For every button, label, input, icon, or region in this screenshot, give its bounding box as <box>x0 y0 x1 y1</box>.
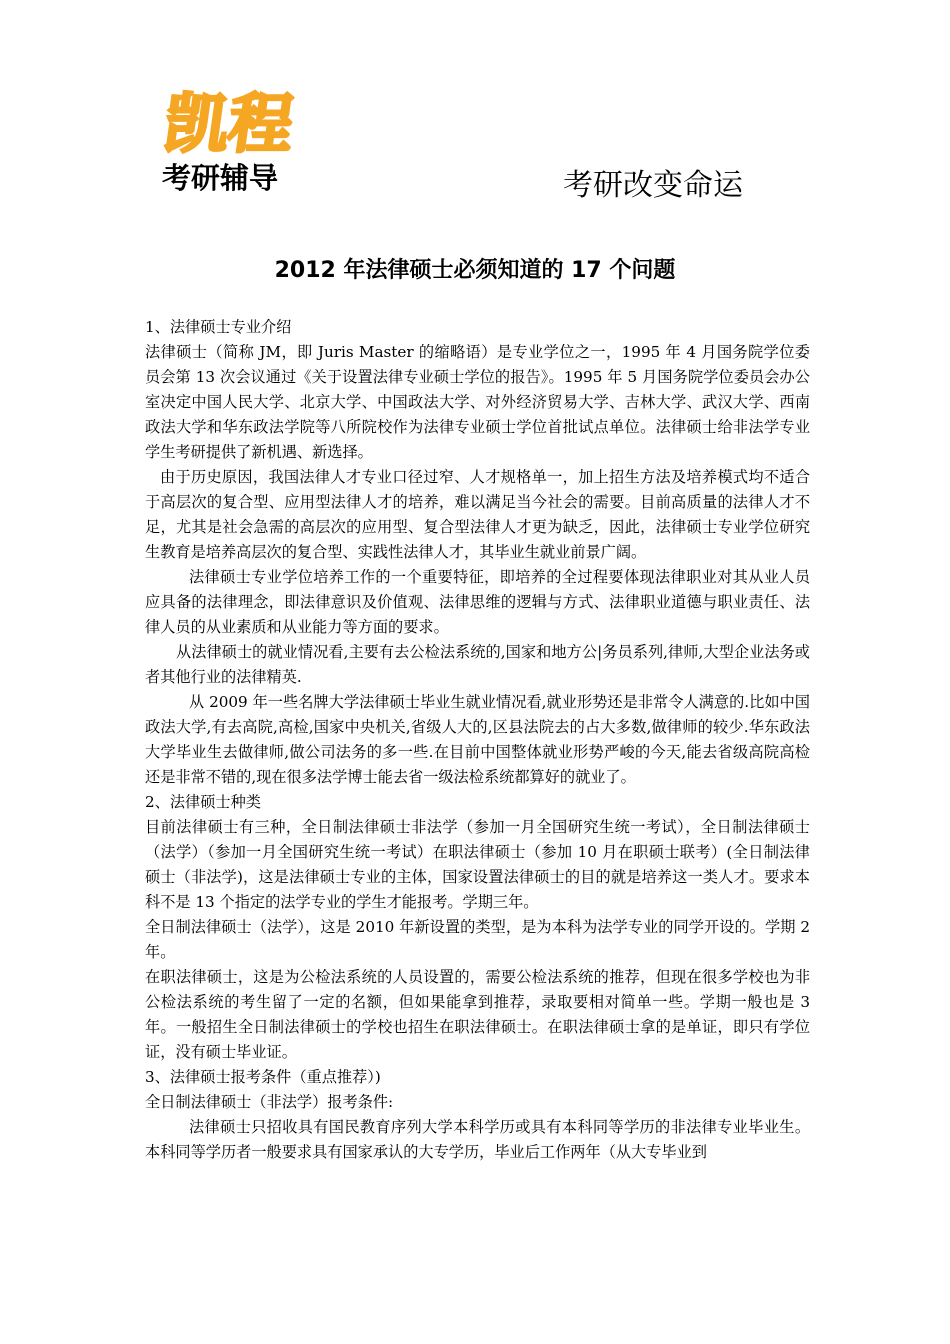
logo-graphic <box>150 74 300 196</box>
section-heading-2: 2、法律硕士种类 <box>145 793 261 811</box>
paragraph: 法律硕士（简称 JM，即 Juris Master 的缩略语）是专业学位之一，1995 年 4 月国务院学位委员会第 13 次会议通过《关于设置法律专业硕士学位的报告》。1995 年 5 月国务院学位委员会办公室决定中国人民大学、北京大学、中国政法大学、对外经济贸易大学、吉林大学、武汉大学、西南政法大学和华东政法学院等八所院校作为法律专业硕士学位首批试点单位。法律硕士给非法学专业学生考研提供了新机遇、新选择。 <box>145 343 810 461</box>
paragraph: 从 2009 年一些名牌大学法律硕士毕业生就业情况看,就业形势还是非常令人满意的.比如中国政法大学,有去高院,高检,国家中央机关,省级人大的,区县法院去的占大多数,做律师的较少.华东政法大学毕业生去做律师,做公司法务的多一些.在目前中国整体就业形势严峻的今天,能去省级高院高检还是非常不错的,现在很多法学博士能去省一级法检系统都算好的就业了。 <box>145 693 810 786</box>
paragraph: 在职法律硕士，这是为公检法系统的人员设置的，需要公检法系统的推荐，但现在很多学校也为非公检法系统的考生留了一定的名额，但如果能拿到推荐，录取要相对简单一些。学期一般也是 3 年。一般招生全日制法律硕士的学校也招生在职法律硕士。在职法律硕士拿的是单证，即只有学位证，没有硕士毕业证。 <box>145 968 810 1061</box>
logo-subtitle: 考研辅导 <box>162 161 279 195</box>
section-heading-3: 3、法律硕士报考条件（重点推荐）) <box>145 1068 381 1086</box>
paragraph: 由于历史原因，我国法律人才专业口径过窄、人才规格单一，加上招生方法及培养模式均不适合于高层次的复合型、应用型法律人才的培养，难以满足当今社会的需要。目前高质量的法律人才不足，尤其是社会急需的高层次的应用型、复合型法律人才更为缺乏，因此，法律硕士专业学位研究生教育是培养高层次的复合型、实践性法律人才，其毕业生就业前景广阔。 <box>145 468 810 561</box>
paragraph: 目前法律硕士有三种，全日制法律硕士非法学（参加一月全国研究生统一考试），全日制法律硕士（法学）（参加一月全国研究生统一考试）在职法律硕士（参加 10 月在职硕士联考）(全日制法律硕士（非法学)，这是法律硕士专业的主体，国家设置法律硕士的目的就是培养这一类人才。要求本科不是 13 个指定的法学专业的学生才能报考。学期三年。 <box>145 818 810 911</box>
document-body <box>145 315 810 1165</box>
page-title: 2012 年法律硕士必须知道的 17 个问题 <box>274 258 676 283</box>
paragraph: 全日制法律硕士（法学），这是 2010 年新设置的类型，是为本科为法学专业的同学开设的。学期 2 年。 <box>145 918 810 961</box>
paragraph: 全日制法律硕士（非法学）报考条件: <box>145 1093 394 1111</box>
section-heading-1: 1、法律硕士专业介绍 <box>145 318 292 336</box>
paragraph: 法律硕士专业学位培养工作的一个重要特征，即培养的全过程要体现法律职业对其从业人员应具备的法律理念，即法律意识及价值观、法律思维的逻辑与方式、法律职业道德与职业责任、法律人员的从业素质和从业能力等方面的要求。 <box>145 568 810 636</box>
paragraph: 从法律硕士的就业情况看,主要有去公检法系统的,国家和地方公|务员系列,律师,大型企业法务或者其他行业的法律精英. <box>145 643 810 686</box>
kaicheng-logo <box>150 74 300 196</box>
slogan: 考研改变命运 <box>563 168 743 203</box>
logo-mark: 凯程 <box>159 87 299 162</box>
paragraph: 法律硕士只招收具有国民教育序列大学本科学历或具有本科同等学历的非法律专业毕业生。本科同等学历者一般要求具有国家承认的大专学历，毕业后工作两年（从大专毕业到 <box>145 1118 810 1161</box>
